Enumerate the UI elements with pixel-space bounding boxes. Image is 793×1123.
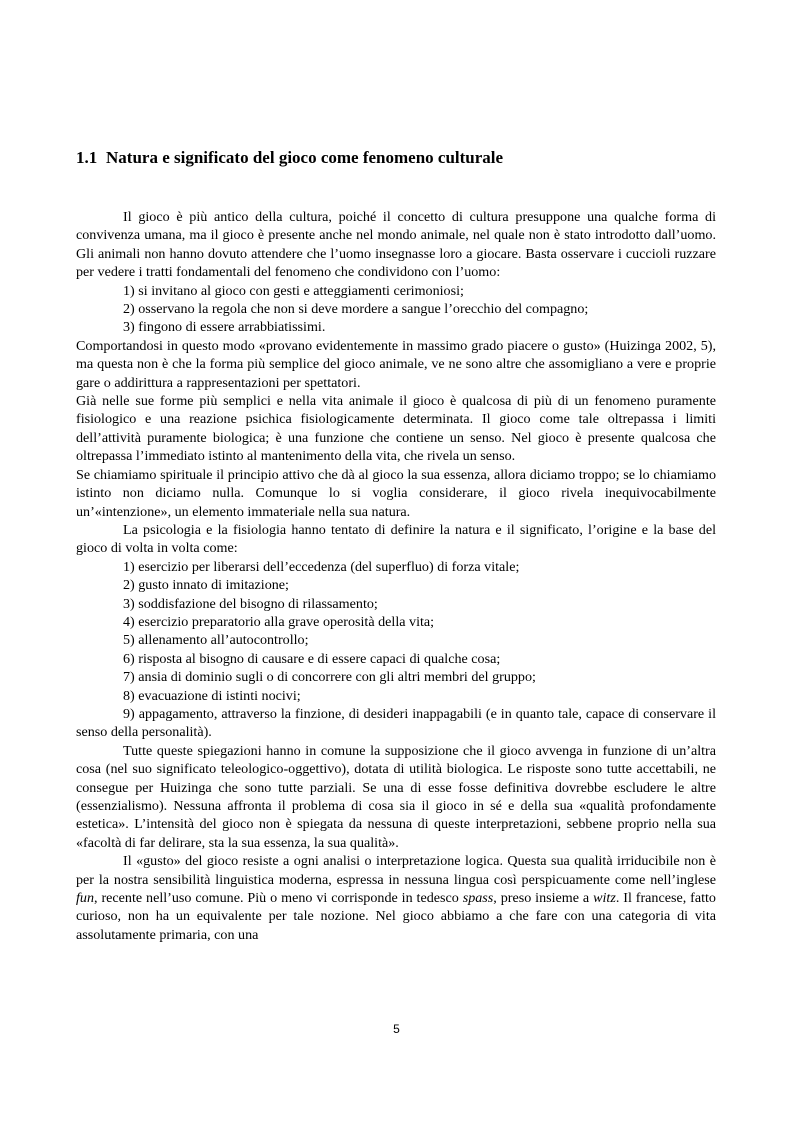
paragraph-gia: Già nelle sue forme più semplici e nella vita animale il gioco è qualcosa di più di un fenomeno puramente fisiologico e una reazione psichica fisiologicamente determinata. Il gioco come tale oltrepassa i limiti dell’attività puramente biologica; è una funzione che contiene un senso. Nel gioco è presente qualcosa che oltrepassa l’immediato istinto al mantenimento della vita, che rivela un senso. [76,393,716,465]
list-item: 4) esercizio preparatorio alla grave operosità della vita; [123,613,435,630]
body-text [76,208,716,944]
page-number: 5 [393,1022,400,1036]
list-item: 3) soddisfazione del bisogno di rilassamento; [123,595,378,612]
paragraph-se: Se chiamiamo spirituale il principio attivo che dà al gioco la sua essenza, allora diciamo troppo; se lo chiamiamo istinto non diciamo nulla. Comunque lo si voglia considerare, il gioco rivela inequivocabilmente un’«intenzione», un elemento immateriale nella sua natura. [76,466,716,520]
section-number: 1.1 [76,148,98,167]
italic-term-witz: witz [593,890,616,907]
text-run: , recente nell’uso comune. Più o meno vi corrisponde in tedesco [94,890,463,907]
paragraph-psicologia: La psicologia e la fisiologia hanno tentato di definire la natura e il significato, l’origine e la base del gioco di volta in volta come: [76,521,716,557]
paragraph-gusto [76,852,716,944]
section-heading [76,146,716,170]
text-run: Il «gusto» del gioco resiste a ogni analisi o interpretazione logica. Questa sua qualità irriducibile non è per la nostra sensibilità linguistica moderna, espressa in nessuna lingua così perspicuamente come nell’inglese [76,853,716,888]
list-item: 3) fingono di essere arrabbiatissimi. [123,319,326,336]
list-item: 8) evacuazione di istinti nocivi; [123,687,301,704]
paragraph-comportandosi: Comportandosi in questo modo «provano evidentemente in massimo grado piacere o gusto» (Huizinga 2002, 5), ma questa non è che la forma più semplice del gioco animale, ve ne sono altre che assomigliano a vere e proprie gare o addirittura a rappresentazioni per spettatori. [76,337,716,391]
list-item: 1) esercizio per liberarsi dell’eccedenza (del superfluo) di forza vitale; [123,558,520,575]
italic-term-fun: fun [76,890,95,907]
italic-term-spass: spass [462,890,494,907]
list-item: 1) si invitano al gioco con gesti e atteggiamenti cerimoniosi; [123,282,464,299]
section-title: Natura e significato del gioco come fenomeno culturale [106,148,504,167]
list-item: 2) gusto innato di imitazione; [123,577,289,594]
paragraph-intro: Il gioco è più antico della cultura, poiché il concetto di cultura presuppone una qualche forma di convivenza umana, ma il gioco è presente anche nel mondo animale, nel quale non è stato introdotto dall’uomo. Gli animali non hanno dovuto attendere che l’uomo insegnasse loro a giocare. Basta osservare i cuccioli ruzzare per vedere i tratti fondamentali del fenomeno che condividono con l’uomo: [76,209,716,281]
list-item: 2) osservano la regola che non si deve mordere a sangue l’orecchio del compagno; [123,301,589,318]
list-item: 6) risposta al bisogno di causare e di essere capaci di qualche cosa; [123,650,501,667]
list-item: 9) appagamento, attraverso la finzione, di desideri inappagabili (e in quanto tale, capace di conservare il senso della personalità). [76,705,716,741]
list-item: 7) ansia di dominio sugli o di concorrere con gli altri membri del gruppo; [123,669,536,686]
text-run: . Il francese, fatto curioso, non ha un equivalente per tale nozione. Nel gioco abbiamo a che fare con una categoria di vita assolutamente primaria, con una [76,890,716,943]
list-item: 5) allenamento all’autocontrollo; [123,632,309,649]
text-run: , preso insieme a [493,890,594,907]
paragraph-tutte: Tutte queste spiegazioni hanno in comune la supposizione che il gioco avvenga in funzione di un’altra cosa (nel suo significato teleologico-oggettivo), dotata di utilità biologica. Le risposte sono tutte accettabili, ne consegue per Huizinga che sono tutte parziali. Se una di esse fosse definitiva dovrebbe escludere le altre (essenzialismo). Nessuna affronta il problema di cosa sia il gioco in sé e della sua «qualità profondamente estetica». L’intensità del gioco non è spiegata da nessuna di queste interpretazioni, sebbene proprio nella sua «facoltà di far delirare, sta la sua essenza, la sua qualità». [76,742,716,851]
